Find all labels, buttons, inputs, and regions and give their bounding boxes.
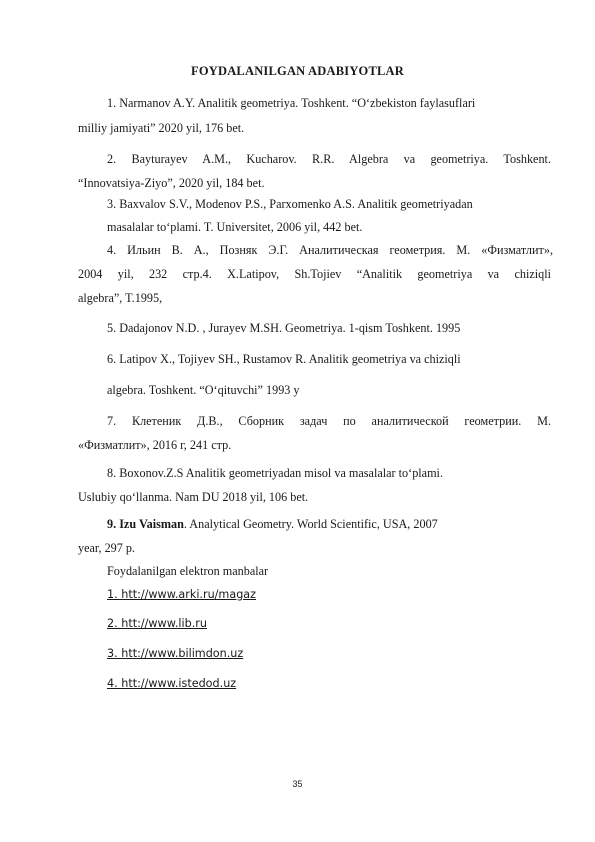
reference-7-line-2: «Физматлит», 2016 г, 241 стр.	[78, 438, 232, 452]
reference-6-line-2: algebra. Toshkent. “O‘qituvchi” 1993 y	[107, 383, 300, 397]
reference-8-line-1: 8. Boxonov.Z.S Analitik geometriyadan misol va masalalar to‘plami.	[107, 466, 443, 480]
reference-8-line-2: Uslubiy qo‘llanma. Nam DU 2018 yil, 106 bet.	[78, 490, 309, 504]
electronic-sources-heading: Foydalanilgan elektron manbalar	[107, 564, 269, 578]
reference-9-line-1	[107, 517, 438, 531]
reference-9-line-2: year, 297 p.	[78, 541, 136, 555]
link-bilimdon[interactable]: 3. htt://www.bilimdon.uz	[107, 647, 244, 660]
reference-6-line-1: 6. Latipov X., Tojiyev SH., Rustamov R. Analitik geometriya va chiziqli	[107, 352, 461, 366]
reference-4-line-2: 2004 yil, 232 стр.4. X.Latipov, Sh.Tojiev “Analitik geometriya va chiziqli	[78, 267, 551, 281]
reference-1-line-2: milliy jamiyati” 2020 yil, 176 bet.	[78, 121, 245, 135]
reference-4-line-3: algebra”, T.1995,	[78, 291, 163, 305]
reference-2-line-1: 2. Bayturayev A.M., Kucharov. R.R. Algebra va geometriya. Toshkent.	[107, 152, 551, 166]
reference-1-line-1: 1. Narmanov A.Y. Analitik geometriya. Toshkent. “O‘zbekiston faylasuflari	[107, 96, 476, 110]
page-number: 35	[292, 779, 303, 789]
reference-3-line-2: masalalar to‘plami. T. Universitet, 2006 yil, 442 bet.	[107, 220, 363, 234]
link-arki[interactable]: 1. htt://www.arki.ru/magaz	[107, 588, 257, 601]
reference-9-author: 9. Izu Vaisman	[107, 517, 184, 531]
reference-5-line-1: 5. Dadajonov N.D. , Jurayev M.SH. Geometriya. 1-qism Toshkent. 1995	[107, 321, 461, 335]
reference-9-title: . Analytical Geometry. World Scientific, USA, 2007	[183, 517, 438, 531]
link-istedod[interactable]: 4. htt://www.istedod.uz	[107, 677, 237, 690]
link-lib[interactable]: 2. htt://www.lib.ru	[107, 617, 207, 630]
reference-7-line-1: 7. Клетеник Д.В., Сборник задач по аналитической геометрии. М.	[107, 414, 551, 428]
reference-2-line-2: “Innovatsiya-Ziyo”, 2020 yil, 184 bet.	[78, 176, 265, 190]
page-title: FOYDALANILGAN ADABIYOTLAR	[190, 64, 404, 78]
reference-4-line-1: 4. Ильин В. А., Позняк Э.Г. Аналитическая геометрия. М. «Физматлит»,	[107, 243, 553, 257]
reference-3-line-1: 3. Baxvalov S.V., Modenov P.S., Parxomenko A.S. Analitik geometriyadan	[107, 197, 473, 211]
